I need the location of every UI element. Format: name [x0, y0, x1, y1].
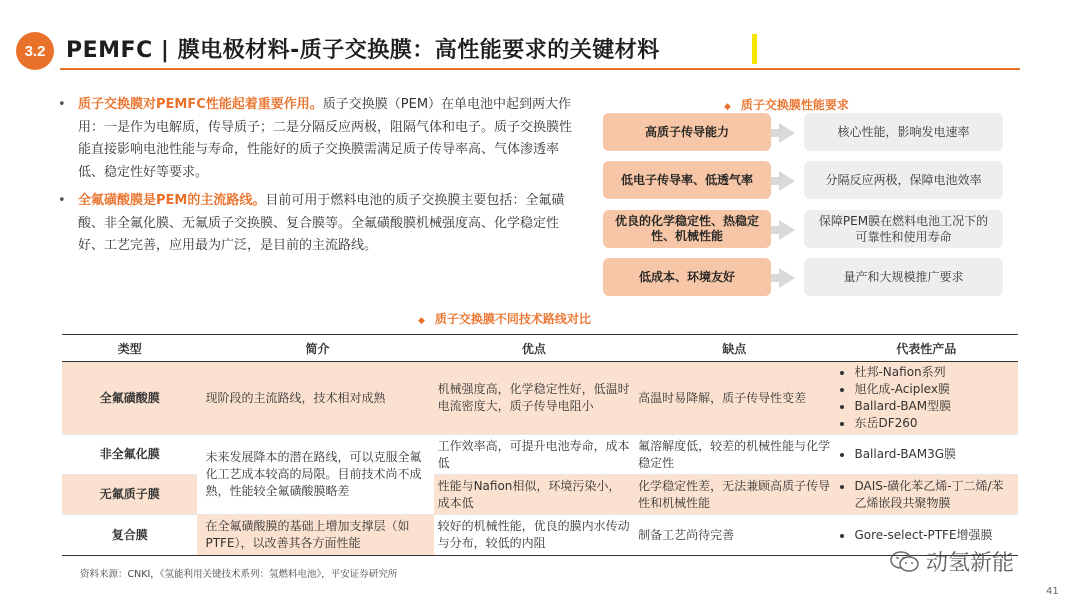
products-cell: [834, 435, 1018, 475]
table-row: [62, 362, 1018, 435]
column-header: 优点: [434, 335, 635, 362]
requirement-box: 低成本、环境友好: [603, 258, 771, 296]
table-header-row: [62, 335, 1018, 362]
advantages-cell: 工作效率高，可提升电池寿命，成本低: [434, 435, 635, 475]
disadvantages-cell: 制备工艺尚待完善: [634, 515, 834, 556]
product-item: • Ballard-BAM型膜: [854, 398, 1014, 415]
requirement-box: 优良的化学稳定性、热稳定性、机械性能: [603, 210, 771, 248]
comparison-table: [62, 334, 1018, 556]
bullet-highlight: 质子交换膜对PEMFC性能起着重要作用。: [78, 97, 323, 112]
effect-box: 量产和大规模推广要求: [804, 258, 1003, 296]
advantages-cell: 性能与Nafion相似，环境污染小，成本低: [434, 475, 635, 515]
requirement-box: 低电子传导率、低透气率: [603, 161, 771, 199]
requirement-box: 高质子传导能力: [603, 113, 771, 151]
product-item: • Gore-select-PTFE增强膜: [854, 527, 1014, 544]
intro-cell-merged: 未来发展降本的潜在路线，可以克服全氟化工艺成本较高的局限。目前技术尚不成熟，性能较全氟磺酸膜略差: [197, 435, 433, 515]
column-header: 类型: [62, 335, 197, 362]
page-title: PEMFC | 膜电极材料-质子交换膜：高性能要求的关键材料: [66, 38, 660, 63]
performance-heading: [724, 96, 849, 113]
disadvantages-cell: 氟溶解度低，较差的机械性能与化学稳定性: [634, 435, 834, 475]
products-cell: [834, 362, 1018, 435]
intro-cell: 在全氟磺酸膜的基础上增加支撑层（如PTFE），以改善其各方面性能: [197, 515, 433, 556]
title-accent-bar: [752, 34, 757, 64]
table-row: [62, 435, 1018, 475]
bullet-item: [58, 190, 578, 258]
arrow-right-icon: [779, 171, 795, 191]
watermark-text: 动氢新能: [926, 551, 1015, 576]
title-underline: [60, 68, 1020, 70]
table-row: [62, 515, 1018, 556]
type-cell: 非全氟化膜: [62, 435, 197, 475]
column-header: 缺点: [634, 335, 834, 362]
watermark: [890, 546, 1014, 577]
advantages-cell: 机械强度高，化学稳定性好，低温时电流密度大，质子传导电阻小: [434, 362, 635, 435]
product-item: • 杜邦-Nafion系列: [854, 364, 1014, 381]
bullet-dot-icon: •: [58, 97, 66, 112]
bullet-dot-icon: •: [58, 193, 66, 208]
disadvantages-cell: 高温时易降解，质子传导性变差: [634, 362, 834, 435]
product-item: • DAIS-磺化苯乙烯-丁二烯/苯乙烯嵌段共聚物膜: [854, 478, 1014, 512]
diamond-icon: ◆: [418, 316, 425, 326]
type-cell: 复合膜: [62, 515, 197, 556]
advantages-cell: 较好的机械性能，优良的膜内水传动与分布，较低的内阻: [434, 515, 635, 556]
disadvantages-cell: 化学稳定性差，无法兼顾高质子传导性和机械性能: [634, 475, 834, 515]
wechat-icon: [890, 551, 920, 573]
bullet-list: [58, 94, 578, 264]
bullet-highlight: 全氟磺酸膜是PEM的主流路线。: [78, 193, 266, 208]
section-badge: 3.2: [16, 32, 54, 70]
type-cell: 全氟磺酸膜: [62, 362, 197, 435]
arrow-right-icon: [779, 220, 795, 240]
performance-row: [603, 161, 1003, 201]
comparison-heading: [418, 310, 591, 327]
bullet-item: [58, 94, 578, 184]
bullet-text: 质子交换膜（PEM）在单电池中起到两大作用：一是作为电解质，传导质子；二是分隔反应两极，阻隔气体和电子。质子交换膜性能直接影响电池性能与寿命，性能好的质子交换膜需满足质子传导率高、气体渗透率低、稳定性好等要求。: [78, 97, 573, 180]
performance-heading-text: 质子交换膜性能要求: [740, 98, 849, 112]
arrow-right-icon: [779, 123, 795, 143]
products-cell: [834, 475, 1018, 515]
product-item: • Ballard-BAM3G膜: [854, 446, 1014, 463]
intro-cell: 现阶段的主流路线，技术相对成熟: [197, 362, 433, 435]
bullet-text: 目前可用于燃料电池的质子交换膜主要包括：全氟磺酸、非全氟化膜、无氟质子交换膜、复合膜等。全氟磺酸膜机械强度高、化学稳定性好、工艺完善，应用最为广泛，是目前的主流路线。: [78, 193, 565, 253]
diamond-icon: ◆: [724, 102, 731, 112]
page-number: 41: [1046, 586, 1059, 597]
performance-row: [603, 210, 1003, 250]
column-header: 简介: [197, 335, 433, 362]
column-header: 代表性产品: [834, 335, 1018, 362]
comparison-heading-text: 质子交换膜不同技术路线对比: [434, 312, 591, 326]
product-item: • 东岳DF260: [854, 415, 1014, 432]
performance-row: [603, 113, 1003, 153]
performance-row: [603, 258, 1003, 298]
effect-box: 保障PEM膜在燃料电池工况下的可靠性和使用寿命: [804, 210, 1003, 248]
source-note: 资料来源：CNKI，《氢能利用关键技术系列：氢燃料电池》，平安证券研究所: [80, 569, 398, 580]
type-cell: 无氟质子膜: [62, 475, 197, 515]
arrow-right-icon: [779, 268, 795, 288]
effect-box: 核心性能，影响发电速率: [804, 113, 1003, 151]
product-item: • 旭化成-Aciplex膜: [854, 381, 1014, 398]
effect-box: 分隔反应两极，保障电池效率: [804, 161, 1003, 199]
